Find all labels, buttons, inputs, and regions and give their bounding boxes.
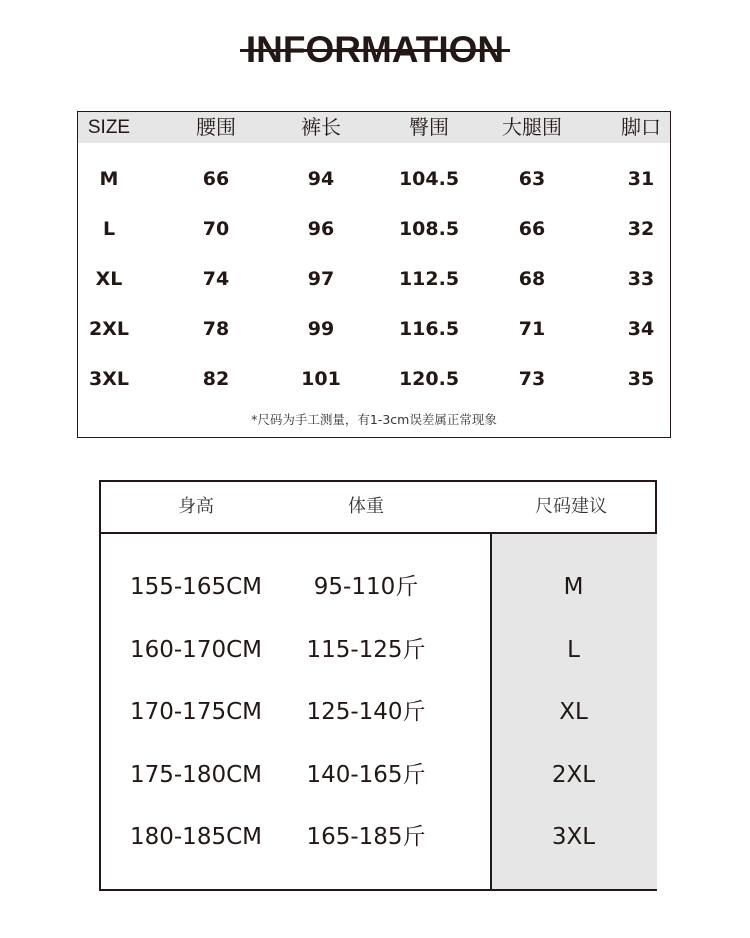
recommend-row-2-weight: 115-125斤 (306, 636, 426, 663)
size-row-3-waist: 74 (202, 268, 230, 290)
header-size-suggestion: 尺码建议 (535, 496, 607, 517)
recommend-table (99, 480, 657, 891)
header-waist: 腰围 (196, 115, 236, 139)
size-row-4-hem: 34 (627, 318, 655, 340)
recommend-row-1-size: M (563, 574, 584, 600)
size-row-1-hip: 104.5 (398, 168, 460, 190)
size-row-2-hem: 32 (627, 218, 655, 240)
size-row-1-thigh: 63 (518, 168, 546, 190)
header-thigh: 大腿围 (502, 115, 562, 139)
size-row-4-waist: 78 (202, 318, 230, 340)
size-row-5-size: 3XL (89, 368, 129, 390)
recommend-row-3-height: 170-175CM (129, 699, 262, 725)
header-hip: 臀围 (409, 115, 449, 139)
size-row-2-waist: 70 (202, 218, 230, 240)
size-row-1-size: M (99, 168, 119, 190)
size-row-5-thigh: 73 (518, 368, 546, 390)
size-row-5-waist: 82 (202, 368, 230, 390)
measurement-note: *尺码为手工测量，有1-3cm误差属正常现象 (251, 412, 497, 427)
size-row-3-hip: 112.5 (398, 268, 460, 290)
header-length: 裤长 (301, 115, 341, 139)
header-size: SIZE (87, 117, 131, 138)
size-row-4-size: 2XL (89, 318, 129, 340)
size-row-3-thigh: 68 (518, 268, 546, 290)
recommend-row-5-height: 180-185CM (129, 824, 262, 850)
title-block (0, 28, 750, 72)
page-title (240, 28, 510, 72)
recommend-row-4-size: 2XL (551, 761, 596, 788)
size-row-3-length: 97 (307, 268, 335, 290)
size-row-2-thigh: 66 (518, 218, 546, 240)
recommend-row-4-weight: 140-165斤 (306, 761, 426, 788)
recommend-row-3-size: XL (559, 699, 588, 725)
size-row-2-size: L (102, 218, 116, 240)
header-height: 身高 (178, 496, 214, 517)
title-text: INFORMATION (245, 29, 505, 70)
size-row-5-length: 101 (301, 368, 341, 390)
size-row-4-hip: 116.5 (398, 318, 460, 340)
size-row-1-hem: 31 (627, 168, 655, 190)
size-row-5-hip: 120.5 (398, 368, 460, 390)
size-table (77, 111, 671, 438)
recommend-row-5-weight: 165-185斤 (306, 824, 426, 850)
recommend-row-2-height: 160-170CM (129, 636, 262, 663)
size-table-header (78, 112, 670, 143)
size-row-5-hem: 35 (627, 368, 655, 390)
recommend-table-header (101, 482, 655, 534)
recommend-row-4-height: 175-180CM (129, 761, 262, 788)
size-row-3-size: XL (95, 268, 123, 290)
size-row-1-waist: 66 (202, 168, 230, 190)
size-row-3-hem: 33 (627, 268, 655, 290)
recommend-row-5-size: 3XL (551, 824, 596, 850)
recommend-row-1-weight: 95-110斤 (313, 574, 419, 600)
size-row-4-thigh: 71 (518, 318, 546, 340)
header-weight: 体重 (348, 496, 384, 517)
size-row-2-length: 96 (307, 218, 335, 240)
size-row-4-length: 99 (307, 318, 335, 340)
header-hem: 脚口 (621, 115, 661, 139)
recommend-row-2-size: L (567, 636, 580, 663)
recommend-row-1-height: 155-165CM (129, 574, 262, 600)
size-row-1-length: 94 (307, 168, 335, 190)
recommend-row-3-weight: 125-140斤 (306, 699, 426, 725)
size-row-2-hip: 108.5 (398, 218, 460, 240)
